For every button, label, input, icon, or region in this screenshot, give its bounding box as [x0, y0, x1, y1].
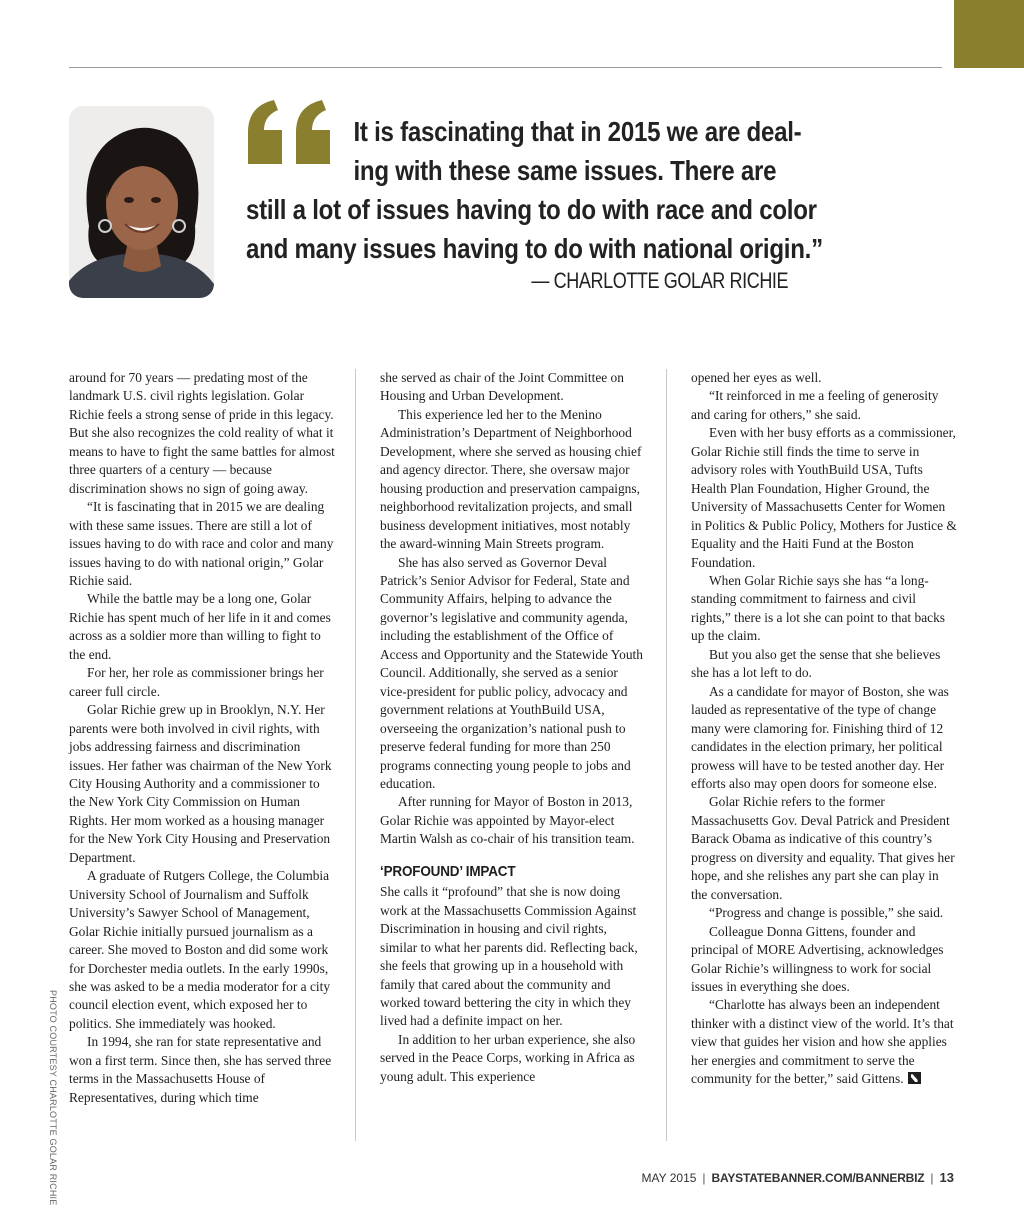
pull-quote — [246, 112, 823, 268]
footer-url: BAYSTATEBANNER.COM/BANNERBIZ — [711, 1171, 925, 1185]
paragraph: When Golar Richie says she has “a long-standing commitment to fairness and civil rights,” there is a lot she can point to that backs up the claim. — [691, 572, 945, 644]
paragraph: But you also get the sense that she believes she has a lot left to do. — [691, 646, 941, 681]
paragraph: In addition to her urban experience, she also served in the Peace Corps, working in Africa as young adult. This experience — [380, 1031, 636, 1084]
portrait-illustration — [69, 106, 214, 298]
paragraph: “It is fascinating that in 2015 we are dealing with these same issues. There are still a lot of issues having to do with race and color and many issues having to do with national origin,” Golar Richie said. — [69, 499, 334, 588]
paragraph: Colleague Donna Gittens, founder and principal of MORE Advertising, acknowledges Golar Richie’s willingness to work for social issues in everything she does. — [691, 923, 944, 994]
footer-separator: | — [930, 1171, 934, 1185]
article-column-3 — [691, 369, 957, 1089]
paragraph: In 1994, she ran for state representative and won a first term. Since then, she has served three terms in the Massachusetts House of Representatives, during which time — [69, 1034, 332, 1105]
pull-quote-line: still a lot of issues having to do with race and color — [246, 194, 817, 225]
top-rule — [69, 67, 942, 68]
section-subhead: ‘PROFOUND’ IMPACT — [380, 862, 516, 880]
paragraph: she served as chair of the Joint Committee on Housing and Urban Development. — [380, 370, 624, 404]
issue-date: MAY 2015 — [641, 1171, 697, 1185]
paragraph: A graduate of Rutgers College, the Columbia University School of Journalism and Suffolk University’s Sawyer School of Management, Golar Richie initially pursued journalism as a career. She moved to Boston and did some work for Dorchester media outlets. In the early 1990s, she was asked to be a media moderator for a city council election event, which exposed her to politics. She immediately was hooked. — [69, 868, 331, 1031]
column-divider — [355, 369, 356, 1141]
pull-quote-line: ing with these same issues. There are — [353, 155, 777, 186]
pull-quote-line: and many issues having to do with national origin.” — [246, 233, 823, 264]
article-column-1 — [69, 369, 335, 1107]
paragraph: She calls it “profound” that she is now doing work at the Massachusetts Commission Against Discrimination in housing and civil rights, similar to what her parents did. Reflecting back, she feels that growing up in a household with family that cared about the community and worked toward bettering the city in which they lived had a definite impact on her. — [380, 884, 638, 1029]
paragraph: “Progress and change is possible,” she said. — [709, 905, 944, 921]
paragraph-final — [691, 996, 957, 1088]
paragraph: After running for Mayor of Boston in 2013, Golar Richie was appointed by Mayor-elect Martin Walsh as co-chair of his transition team. — [380, 794, 635, 847]
photo-credit: PHOTO COURTESY CHARLOTTE GOLAR RICHIE — [48, 990, 58, 1206]
paragraph: Golar Richie refers to the former Massachusetts Gov. Deval Patrick and President Barack Obama as indicative of this country’s progress on diversity and equality. That gives her hope, and she relishes any part she can play in the conversation. — [691, 794, 955, 902]
page-number: 13 — [939, 1170, 954, 1185]
paragraph: This experience led her to the Menino Administration’s Department of Neighborhood Development, where she served as housing chief and agency director. There, she oversaw major housing production and preservation campaigns, neighborhood revitalization projects, and small business development initiatives, most notably the award-winning Main Streets program. — [380, 406, 642, 552]
quote-attribution: — CHARLOTTE GOLAR RICHIE — [531, 268, 788, 293]
paragraph: “It reinforced in me a feeling of generosity and caring for others,” she said. — [691, 388, 939, 422]
page-footer — [641, 1170, 954, 1185]
pull-quote-line: It is fascinating that in 2015 we are deal- — [353, 116, 802, 147]
paragraph: around for 70 years — predating most of the landmark U.S. civil rights legislation. Golar Richie feels a strong sense of pride in this legacy. But she also recognizes the cold reality of what it means to have to fight the same battles for almost three quarters of a century — because discrimination shows no sign of going away. — [69, 370, 335, 496]
paragraph: opened her eyes as well. — [691, 370, 822, 385]
paragraph: Golar Richie grew up in Brooklyn, N.Y. Her parents were both involved in civil rights, with jobs addressing fairness and discrimination issues. Her father was chairman of the New York City Housing Authority and a commissioner to the New York City Commission on Human Rights. Her mom worked as a housing manager for the New York City Housing and Preservation Department. — [69, 702, 332, 865]
paragraph: While the battle may be a long one, Golar Richie has spent much of her life in it and comes across as a soldier more than willing to fight to the end. — [69, 591, 331, 662]
paragraph: For her, her role as commissioner brings her career full circle. — [69, 665, 324, 699]
article-column-2 — [380, 369, 646, 1086]
footer-separator: | — [702, 1171, 706, 1185]
paragraph: As a candidate for mayor of Boston, she was lauded as representative of the type of change many were clamoring for. Finishing third of 12 candidates in the election primary, her political prowess will have to be tested another day. Her efforts also may open doors for someone else. — [691, 683, 949, 791]
portrait-photo — [69, 106, 214, 298]
paragraph: She has also served as Governor Deval Patrick’s Senior Advisor for Federal, State and Community Affairs, helping to advance the governor’s legislative and community agenda, including the establishment of the Office of Access and Opportunity and the Statewide Youth Council. Additionally, she served as a senior vice-president for public policy, advocacy and government relations at YouthBuild USA, overseeing the organization’s national push to preserve federal funding for more than 250 programs connecting young people to jobs and education. — [380, 554, 643, 791]
section-color-tab — [954, 0, 1024, 68]
paragraph: Even with her busy efforts as a commissioner, Golar Richie still finds the time to serve in advisory roles with YouthBuild USA, Tufts Health Plan Foundation, Higher Ground, the University of Massachusetts Center for Women in Politics & Public Policy, Mothers for Justice & Equality and the Haiti Fund at the Boston Foundation. — [691, 425, 957, 570]
end-of-story-icon — [908, 1072, 921, 1084]
column-divider — [666, 369, 667, 1141]
paragraph-text: “Charlotte has always been an independent thinker with a distinct view of the world. It’s that view that guides her vision and how she applies her energies and commitment to serve the community for the better,” said Gittens. — [691, 997, 954, 1087]
